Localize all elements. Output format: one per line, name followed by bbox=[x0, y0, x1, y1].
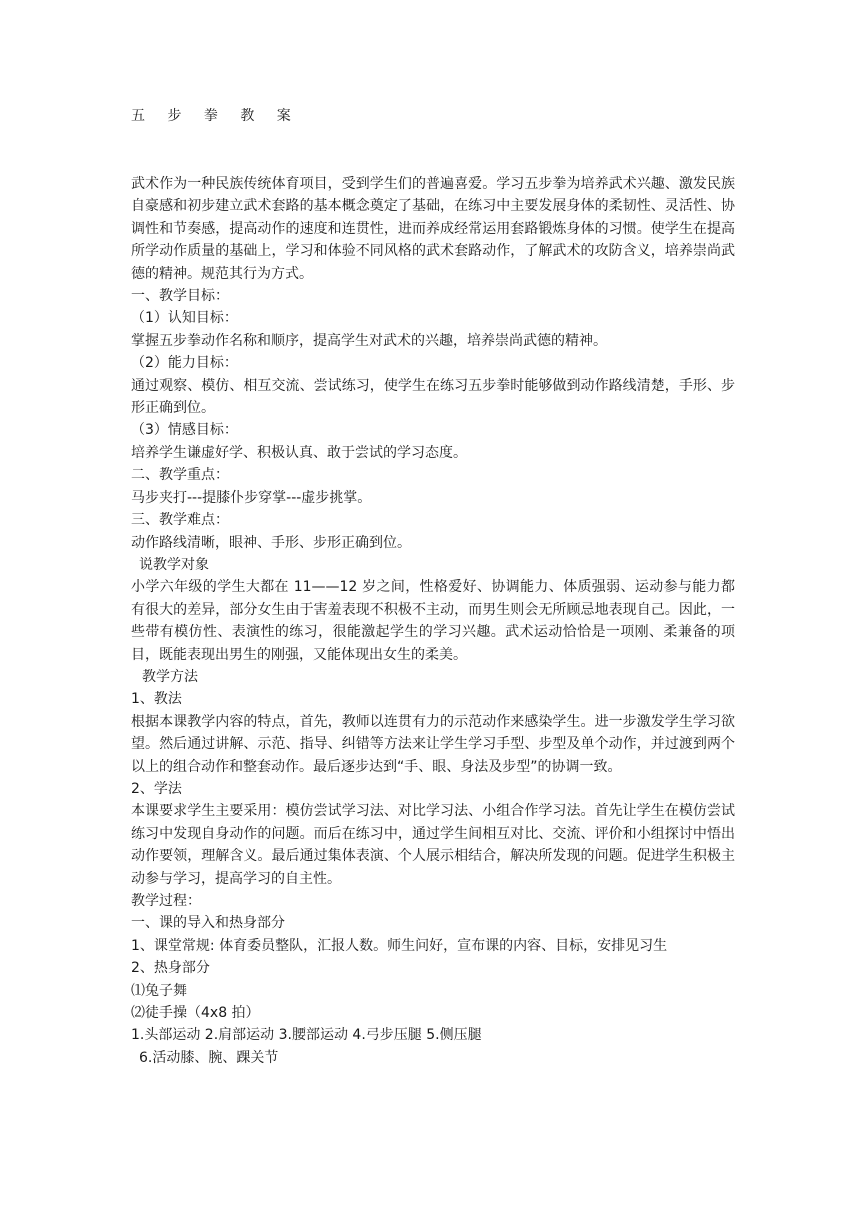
subheading-learning-method: 2、学法 bbox=[131, 780, 182, 797]
section-heading-difficulties: 三、教学难点： bbox=[131, 512, 229, 529]
process-exercise-list: 1.头部运动 2.肩部运动 3.腰部运动 4.弓步压腿 5.侧压腿 bbox=[131, 1027, 482, 1044]
process-part-one-heading: 一、课的导入和热身部分 bbox=[131, 915, 285, 932]
document-body bbox=[131, 173, 735, 1069]
teaching-method-text: 根据本课教学内容的特点，首先，教师以连贯有力的示范动作来感染学生。进一步激发学生学习欲望。然后通过讲解、示范、指导、纠错等方法来让学生学习手型、步型及单个动作，并过渡到两个以上的组合动作和整套动作。最后逐步达到“手、眼、身法及步型”的协调一致。 bbox=[131, 713, 735, 775]
subheading-teaching-method: 1、教法 bbox=[131, 691, 182, 708]
process-bunny-dance: ⑴兔子舞 bbox=[131, 982, 187, 999]
heading-teaching-methods: 教学方法 bbox=[142, 668, 198, 685]
process-warmup-heading: 2、热身部分 bbox=[131, 960, 210, 977]
subheading-ability-goal: （2）能力目标： bbox=[131, 355, 238, 372]
process-joint-activity: 6.活动膝、腕、踝关节 bbox=[139, 1049, 279, 1066]
subheading-cognitive-goal: （1）认知目标： bbox=[131, 310, 238, 327]
section-heading-objectives: 一、教学目标： bbox=[131, 288, 229, 305]
section-heading-key-points: 二、教学重点： bbox=[131, 467, 229, 484]
heading-teaching-subjects: 说教学对象 bbox=[139, 556, 209, 573]
key-points-text: 马步夹打---提膝仆步穿掌---虚步挑掌。 bbox=[131, 489, 372, 506]
subheading-emotion-goal: （3）情感目标： bbox=[131, 422, 238, 439]
difficulties-text: 动作路线清晰，眼神、手形、步形正确到位。 bbox=[131, 534, 411, 551]
learning-method-text: 本课要求学生主要采用：模仿尝试学习法、对比学习法、小组合作学习法。首先让学生在模仿尝试练习中发现自身动作的问题。而后在练习中，通过学生间相互对比、交流、评价和小组探讨中悟出动作要领，理解含义。最后通过集体表演、个人展示相结合，解决所发现的问题。促进学生积极主动参与学习，提高学习的自主性。 bbox=[131, 803, 735, 887]
ability-goal-text: 通过观察、模仿、相互交流、尝试练习，使学生在练习五步拳时能够做到动作路线清楚，手形、步形正确到位。 bbox=[131, 377, 735, 417]
intro-paragraph: 武术作为一种民族传统体育项目，受到学生们的普遍喜爱。学习五步拳为培养武术兴趣、激发民族自豪感和初步建立武术套路的基本概念奠定了基础，在练习中主要发展身体的柔韧性、灵活性、协调性和节奏感，提高动作的速度和连贯性，进而养成经常运用套路锻炼身体的习惯。使学生在提高所学动作质量的基础上，学习和体验不同风格的武术套路动作，了解武术的攻防含义，培养崇尚武德的精神。规范其行为方式。 bbox=[131, 176, 735, 282]
heading-teaching-process: 教学过程： bbox=[131, 893, 201, 909]
process-freehand-exercise: ⑵徒手操（4x8 拍） bbox=[131, 1005, 260, 1022]
teaching-subjects-text: 小学六年级的学生大都在 11——12 岁之间，性格爱好、协调能力、体质强弱、运动参与能力都有很大的差异，部分女生由于害羞表现不积极不主动，而男生则会无所顾忌地表现自己。因此，一些带有模仿性、表演性的练习，很能激起学生的学习兴趣。武术运动恰恰是一项刚、柔兼备的项目，既能表现出男生的刚强，又能体现出女生的柔美。 bbox=[131, 579, 735, 663]
document-title: 五 步 拳 教 案 bbox=[131, 108, 300, 124]
emotion-goal-text: 培养学生谦虚好学、积极认真、敢于尝试的学习态度。 bbox=[131, 444, 467, 461]
cognitive-goal-text: 掌握五步拳动作名称和顺序，提高学生对武术的兴趣，培养崇尚武德的精神。 bbox=[131, 332, 607, 349]
process-class-routine: 1、课堂常规: 体育委员整队，汇报人数。师生问好，宣布课的内容、目标，安排见习生 bbox=[131, 937, 668, 954]
